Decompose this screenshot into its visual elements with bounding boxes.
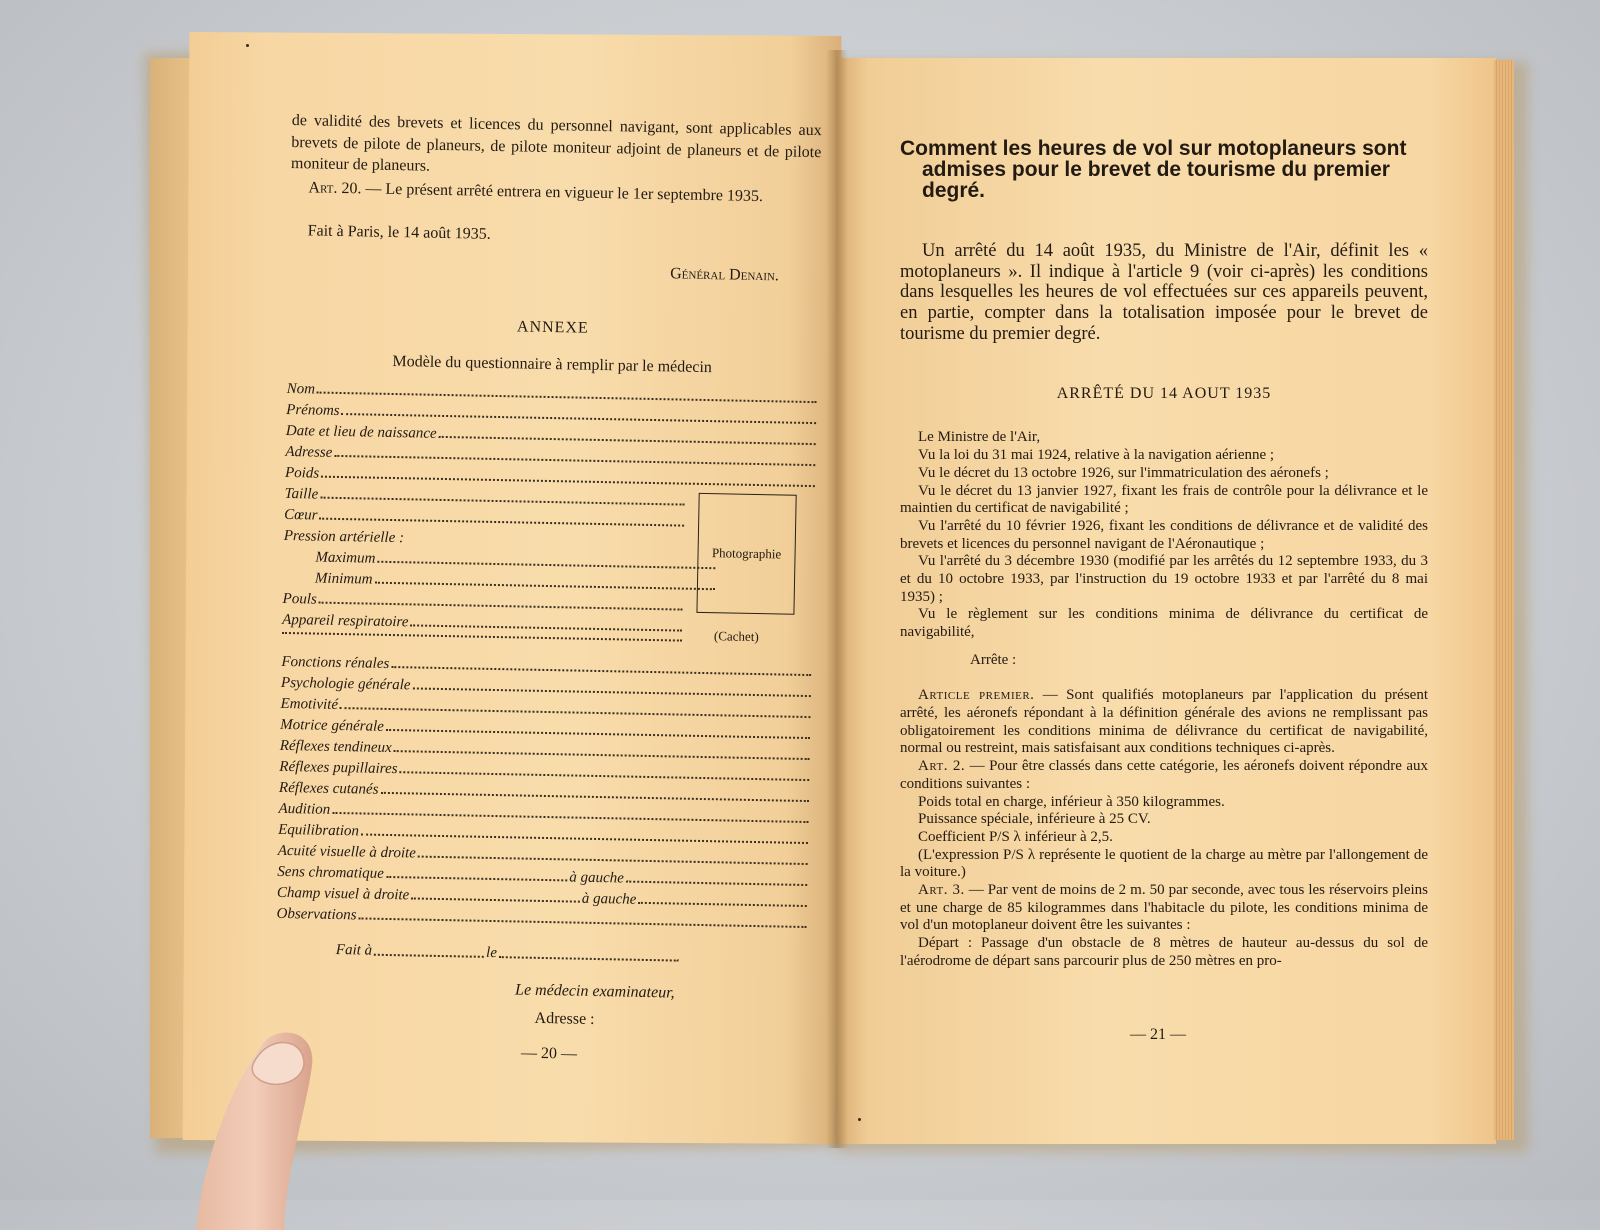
paper-speck xyxy=(246,44,249,47)
depart-paragraph: Départ : Passage d'un obstacle de 8 mètres de hauteur au-dessus du sol de l'aérodrome de départ sans parcourir plus de 250 mètres en pro- xyxy=(900,935,1428,969)
dotted-line xyxy=(394,749,810,760)
page-number-left: — 20 — xyxy=(520,1044,578,1063)
heading-line: Comment les heures de vol sur motoplaneurs sont xyxy=(900,137,1407,160)
considerant: Le Ministre de l'Air, xyxy=(918,429,1041,446)
article-label: Article premier. xyxy=(918,687,1035,704)
dotted-line xyxy=(391,665,811,676)
photo-box xyxy=(696,493,796,615)
field-label: Appareil respiratoire xyxy=(282,611,409,631)
le-label: le xyxy=(485,944,498,961)
book-gutter xyxy=(826,50,848,1148)
dotted-line xyxy=(358,916,806,928)
fait-a-paris: Fait à Paris, le 14 août 1935. xyxy=(307,222,491,244)
article-1 xyxy=(900,687,1428,758)
adresse-signature: Adresse : xyxy=(534,1009,595,1028)
dotted-line xyxy=(410,623,682,631)
field-label: Cœur xyxy=(284,506,318,524)
dotted-line xyxy=(361,832,808,844)
field-label: Réflexes tendineux xyxy=(279,737,392,756)
field-label: Poids xyxy=(284,464,320,482)
field-label: Pression artérielle : xyxy=(283,527,405,546)
article-20-text: — Le présent arrêté entrera en vigueur le 1er septembre 1935. xyxy=(361,180,764,205)
condition-item: Puissance spéciale, inférieure à 25 CV. xyxy=(918,811,1151,828)
field-label: Taille xyxy=(284,485,319,503)
field-label: Sens chromatique xyxy=(277,863,385,882)
fait-a-label: Fait à xyxy=(335,941,373,959)
arrete-label: Arrête : xyxy=(970,651,1017,668)
page-heading xyxy=(900,138,1428,201)
heading-line: degré. xyxy=(922,179,986,202)
heading-line: admises pour le brevet de tourisme du premier xyxy=(922,158,1390,181)
dotted-line xyxy=(320,495,684,505)
lead-paragraph: Un arrêté du 14 août 1935, du Ministre de l'Air, définit les « motoplaneurs ». Il indique à l'article 9 (voir ci-après) les conditions dans lesquelles les heures de vol effectuées sur ces appareils peuvent, en partie, compter dans la totalisation imposée pour le brevet de tourisme du premier degré. xyxy=(900,241,1428,344)
field-label: Réflexes pupillaires xyxy=(279,758,398,777)
article-text: — Par vent de moins de 2 m. 50 par seconde, avec tous les réservoirs pleins et une charge de 85 kilogrammes dans l'habitacle du pilote, les conditions minima de vol d'un motoplaneur doivent être les suivantes : xyxy=(900,881,1428,934)
field-label: Date et lieu de naissance xyxy=(285,422,437,442)
a-gauche-label: à gauche xyxy=(581,890,637,908)
field-label: Pouls xyxy=(282,590,317,608)
article-2 xyxy=(900,758,1428,793)
section-title: ARRÊTÉ DU 14 AOUT 1935 xyxy=(1056,384,1272,402)
photo-label: Photographie xyxy=(711,545,782,562)
field-label: Observations xyxy=(276,905,357,924)
annexe-title: ANNEXE xyxy=(516,317,589,337)
field-label: Acuité visuelle à droite xyxy=(277,842,417,862)
field-label: Psychologie générale xyxy=(280,674,411,694)
article-3 xyxy=(900,882,1428,935)
dotted-line xyxy=(341,412,816,424)
condition-item: (L'expression P/S λ représente le quotient de la charge au mètre par l'allongement de la voiture.) xyxy=(900,846,1428,881)
left-page-text xyxy=(274,110,822,1070)
considerants xyxy=(900,429,1428,641)
condition-item: Poids total en charge, inférieur à 350 kilogrammes. xyxy=(918,793,1225,810)
dotted-line xyxy=(499,943,679,962)
considerant: Vu la loi du 31 mai 1924, relative à la navigation aérienne ; xyxy=(918,447,1275,464)
article-label: Art. 3. xyxy=(918,881,965,898)
dotted-line xyxy=(380,791,808,802)
field-label: Champ visuel à droite xyxy=(276,884,410,904)
right-page-text xyxy=(900,137,1428,1043)
questionnaire-title: Modèle du questionnaire à remplir par le médecin xyxy=(392,353,713,377)
field-label: Motrice générale xyxy=(280,716,385,735)
fait-a-line xyxy=(336,940,806,969)
considerant: Vu l'arrêté du 10 février 1926, fixant les conditions de délivrance et de validité des brevets et licences du personnel navigant de l'Aéronautique ; xyxy=(900,517,1428,552)
field-label: Nom xyxy=(286,380,316,398)
field-label: Adresse xyxy=(285,443,333,461)
dotted-line xyxy=(374,940,484,957)
dotted-line xyxy=(374,580,714,590)
dotted-line xyxy=(399,770,809,781)
dotted-line xyxy=(626,879,807,885)
dotted-line xyxy=(340,706,810,718)
field-label: Prénoms xyxy=(286,401,340,419)
dotted-line xyxy=(411,896,580,902)
dotted-line xyxy=(418,854,808,864)
dotted-line xyxy=(439,435,816,445)
field-label: Equilibration xyxy=(278,821,360,840)
article-20-label: Art. 20. xyxy=(308,179,362,198)
considerant: Vu le décret du 13 octobre 1926, sur l'immatriculation des aéronefs ; xyxy=(918,464,1329,481)
page-edges-right xyxy=(1494,60,1514,1140)
cachet-label: (Cachet) xyxy=(713,627,759,644)
thumb xyxy=(186,1030,326,1230)
article-text: — Pour être classés dans cette catégorie, les aéronefs doivent répondre aux conditions suivantes : xyxy=(900,758,1428,792)
article-label: Art. 2. xyxy=(918,758,966,775)
intro-paragraph: de validité des brevets et licences du personnel navigant, sont applicables aux brevets de pilote de planeurs, de pilote moniteur adjoint de planeurs et de pilote moniteur de planeurs. xyxy=(290,111,822,175)
dotted-line xyxy=(386,875,567,881)
field-label: Audition xyxy=(278,800,331,818)
dotted-line xyxy=(412,686,810,697)
signature: Général Denain. xyxy=(670,265,780,285)
dotted-line xyxy=(320,516,685,526)
medecin-examinateur: Le médecin examinateur, xyxy=(514,981,675,1002)
a-gauche-label: à gauche xyxy=(569,869,625,887)
considerant: Vu le décret du 13 janvier 1927, fixant les frais de contrôle pour la délivrance et le maintien du certificat de navigabilité ; xyxy=(900,482,1428,517)
condition-item: Coefficient P/S λ inférieur à 2,5. xyxy=(918,828,1113,845)
dotted-line xyxy=(377,559,715,568)
field-label: Maximum xyxy=(315,549,376,567)
dotted-line xyxy=(332,811,808,823)
considerant: Vu l'arrêté du 3 décembre 1930 (modifié par les arrêtés du 12 septembre 1933, du 3 et du 10 octobre 1933, par l'instruction du 19 octobre 1933 et par l'arrêté du 8 mai 1935) ; xyxy=(900,553,1428,605)
dotted-line xyxy=(319,600,683,610)
dotted-line xyxy=(386,728,810,739)
field-label: Fonctions rénales xyxy=(281,653,390,672)
field-label: Réflexes cutanés xyxy=(278,779,379,798)
paper-speck xyxy=(858,1118,861,1121)
field-label: Minimum xyxy=(314,570,373,588)
considerant: Vu le règlement sur les conditions minima de délivrance du certificat de navigabilité, xyxy=(900,606,1428,641)
article-text: — Sont qualifiés motoplaneurs par l'application du présent arrêté, les aéronefs répondant à la définition générale des avions ne remplissant pas obligatoirement les conditions minima de délivrance du certificat de navigabilité, normal ou restreint, mais satisfaisant aux conditions techniques ci-après. xyxy=(900,687,1428,757)
medical-questionnaire xyxy=(276,379,816,935)
dotted-line xyxy=(638,901,807,907)
field-label: Emotivité xyxy=(280,695,339,713)
page-number-right: — 21 — xyxy=(1130,1026,1186,1043)
